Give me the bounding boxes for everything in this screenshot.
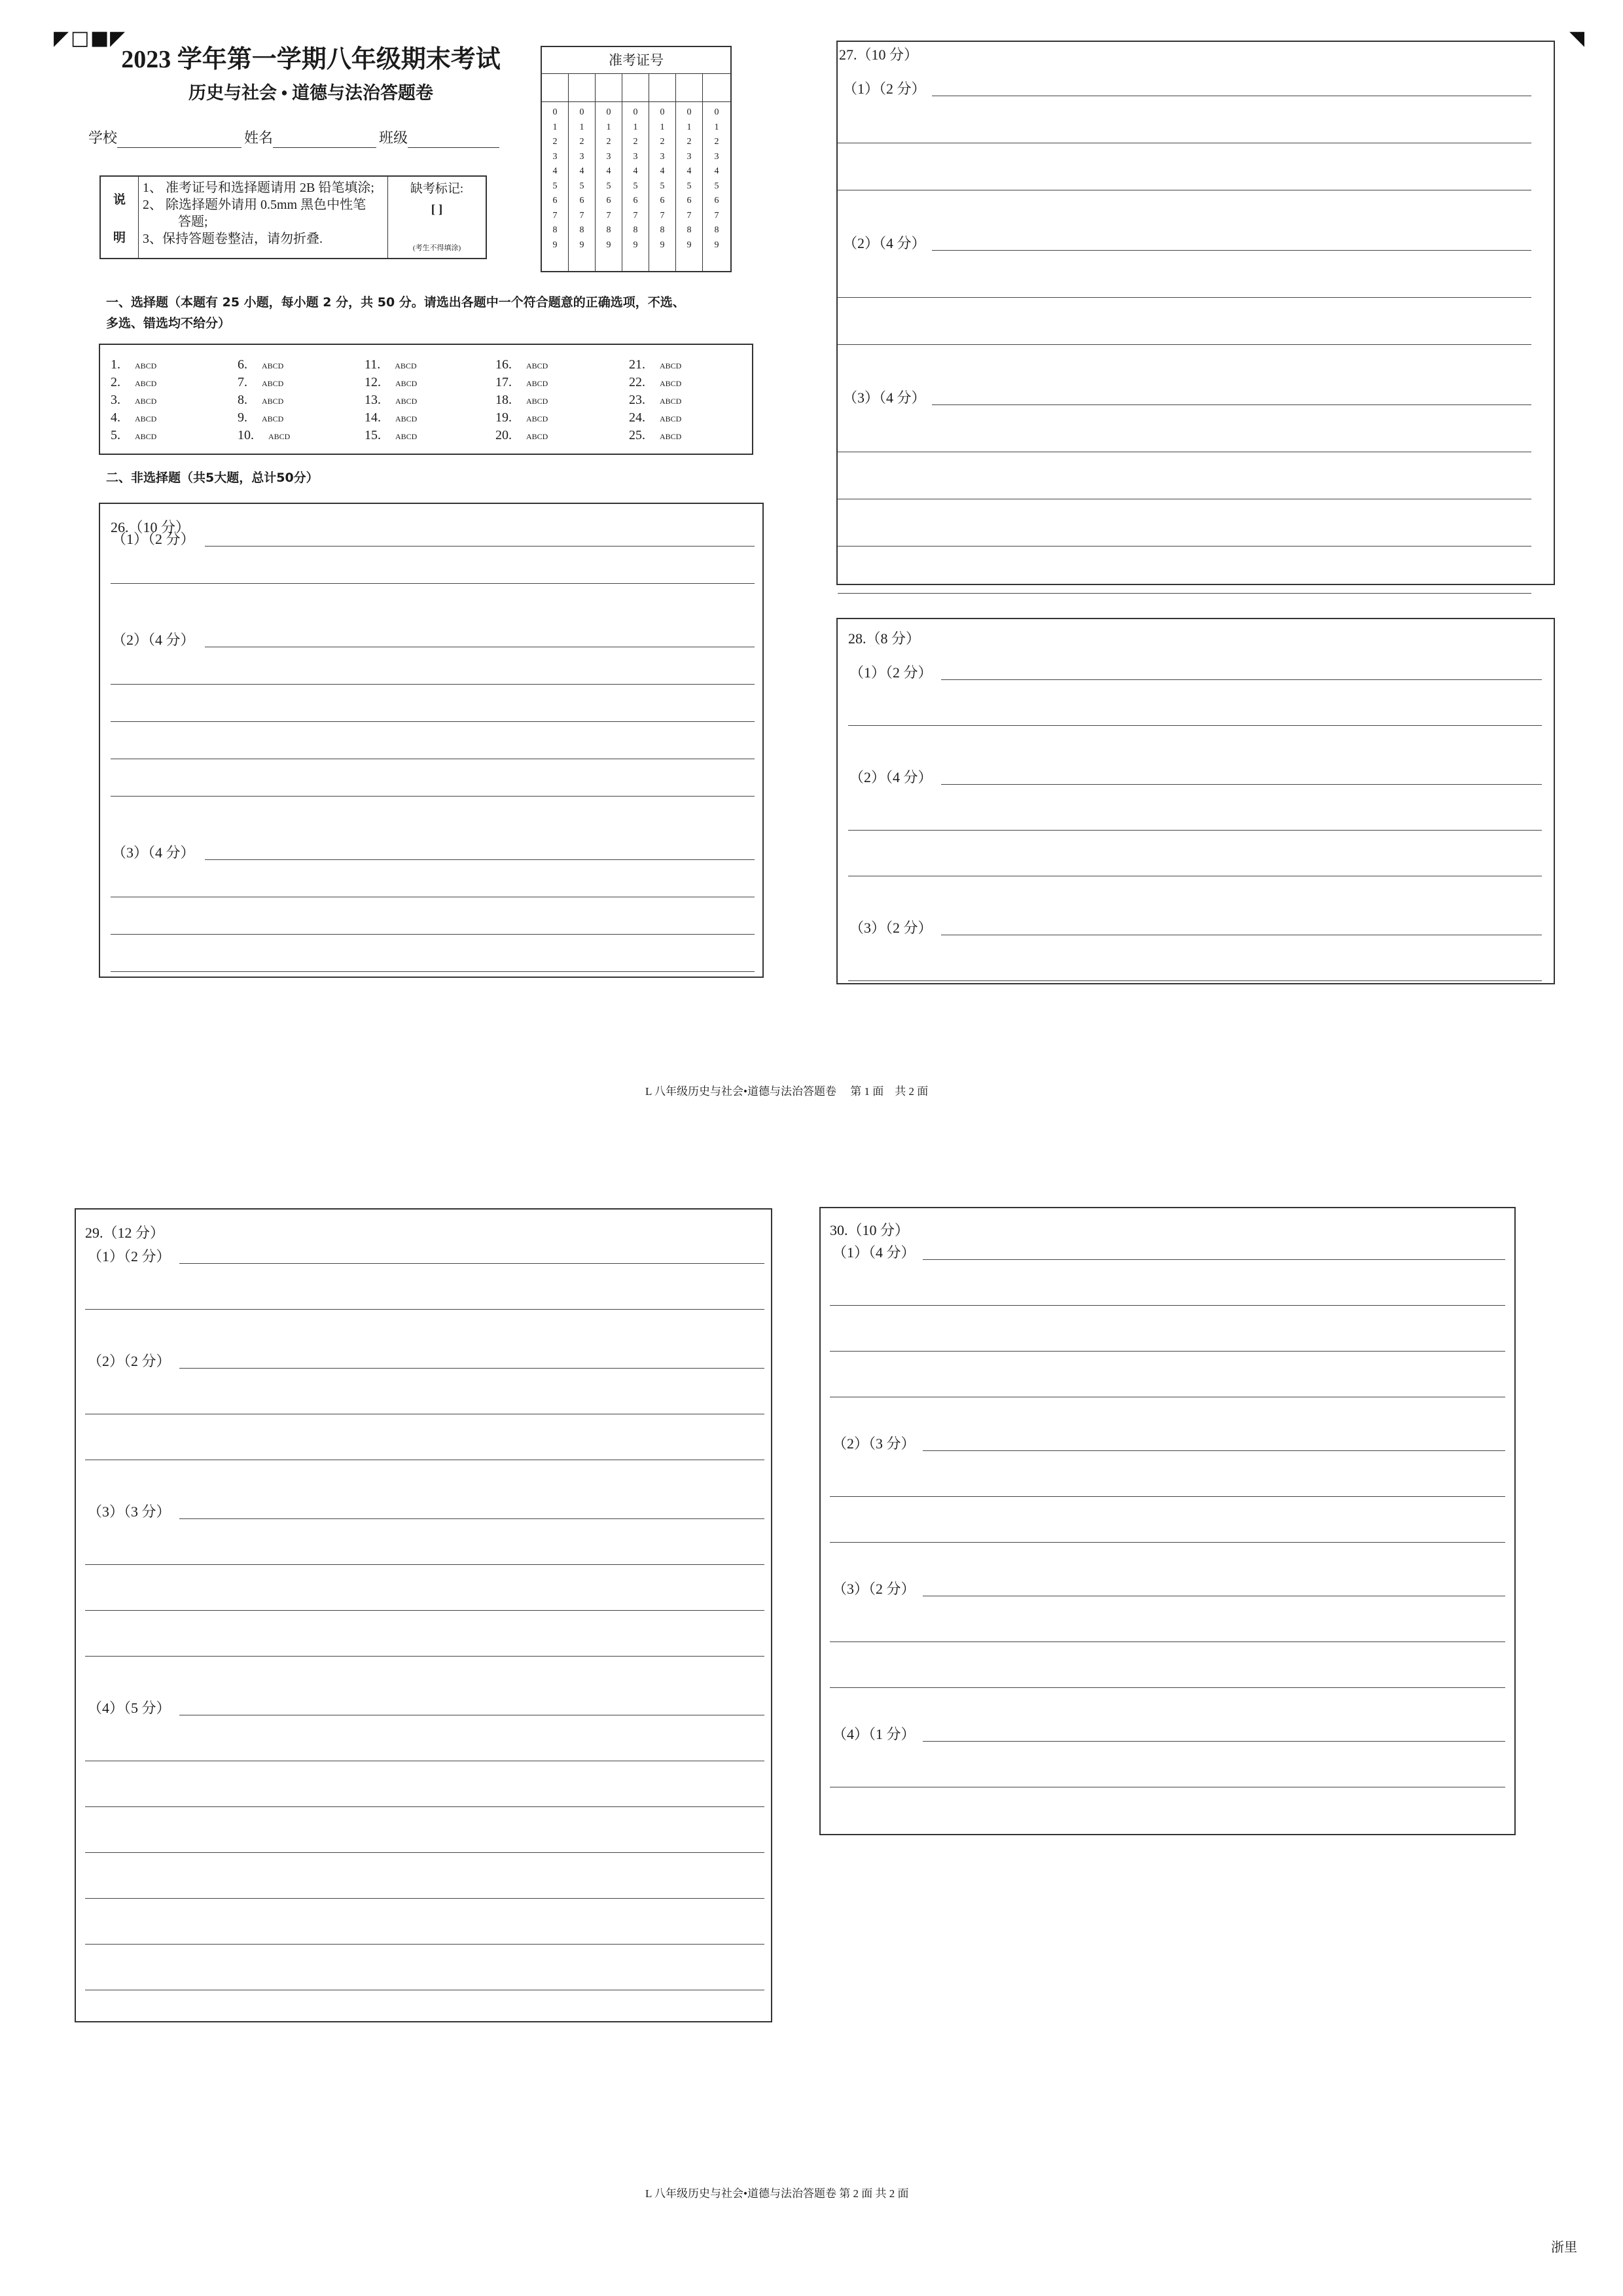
section2-heading: 二、非选择题（共5大题，总计50分）: [106, 471, 319, 485]
school-label: 学校: [88, 130, 118, 146]
answer-line[interactable]: [838, 593, 1531, 594]
answer-line[interactable]: [85, 1564, 764, 1565]
choice-number: 2.: [111, 375, 120, 389]
choice-number: 14.: [365, 410, 381, 425]
instructions-box: [99, 175, 487, 259]
admission-digit-bubble[interactable]: 5: [714, 181, 719, 191]
admission-digit-bubble[interactable]: 5: [660, 181, 665, 191]
admission-digit-cell[interactable]: [649, 73, 675, 102]
page-subtitle: 历史与社会 • 道德与法治答题卷: [188, 83, 433, 103]
choice-question: [238, 427, 290, 444]
admission-digit-bubble[interactable]: 8: [660, 225, 665, 235]
answer-line[interactable]: [848, 980, 1542, 981]
admission-digit-bubble[interactable]: 9: [552, 240, 558, 250]
admission-digit-bubble[interactable]: 9: [633, 240, 638, 250]
choice-question: [365, 392, 417, 409]
choice-number: 7.: [238, 375, 247, 389]
choice-question: [238, 357, 283, 374]
answer-line[interactable]: [111, 796, 755, 797]
admission-digit-bubble[interactable]: 5: [552, 181, 558, 191]
admission-digit-bubble[interactable]: 9: [579, 240, 584, 250]
admission-digit-bubble[interactable]: 0: [633, 107, 638, 117]
choice-number: 23.: [629, 393, 645, 407]
admission-digit-column[interactable]: [596, 73, 622, 271]
absent-checkbox[interactable]: [ ]: [431, 203, 443, 217]
answer-line[interactable]: [941, 679, 1542, 680]
choice-options[interactable]: ABCD: [268, 432, 291, 441]
choice-question: [111, 410, 156, 427]
question-part-label: （1）（2 分）: [849, 664, 933, 681]
admission-digit-bubble[interactable]: 2: [633, 137, 638, 147]
admission-digit-bubble[interactable]: 4: [660, 166, 665, 176]
multiple-choice-box: [99, 344, 753, 455]
choice-number: 5.: [111, 428, 120, 442]
admission-digit-bubble[interactable]: 1: [552, 122, 558, 132]
admission-digit-bubble[interactable]: 2: [552, 137, 558, 147]
answer-line[interactable]: [179, 1263, 764, 1264]
answer-line[interactable]: [205, 859, 755, 860]
answer-line[interactable]: [111, 934, 755, 935]
admission-digit-bubble[interactable]: 9: [606, 240, 611, 250]
question-part-label: （1）（2 分）: [88, 1248, 171, 1265]
section1-heading: 一、选择题（本题有 25 小题，每小题 2 分，共 50 分。请选出各题中一个符合题意的正确选项，不选、 多选、错选均不给分）: [106, 295, 685, 331]
answer-line[interactable]: [85, 1852, 764, 1853]
choice-question: [365, 427, 417, 444]
corner-mark-icon: ◥: [1569, 27, 1585, 50]
admission-digit-bubble[interactable]: 0: [552, 107, 558, 117]
admission-digit-bubble[interactable]: 6: [579, 196, 584, 206]
answer-line[interactable]: [85, 1309, 764, 1310]
choice-question: [111, 427, 156, 444]
admission-digit-column[interactable]: [569, 73, 596, 271]
absent-note: (考生不得填涂): [412, 244, 461, 252]
admission-digit-bubble[interactable]: 9: [687, 240, 692, 250]
choice-question: [495, 427, 548, 444]
answer-line[interactable]: [830, 1305, 1505, 1306]
answer-line[interactable]: [111, 971, 755, 972]
choice-options[interactable]: ABCD: [526, 379, 548, 388]
admission-digit-bubble[interactable]: 6: [687, 196, 692, 206]
admission-digit-column[interactable]: [542, 73, 569, 271]
answer-line[interactable]: [111, 583, 755, 584]
school-field[interactable]: [117, 133, 241, 148]
choice-options[interactable]: ABCD: [262, 414, 284, 423]
admission-digit-column[interactable]: [703, 73, 730, 271]
answer-line[interactable]: [830, 1496, 1505, 1497]
answer-line[interactable]: [932, 250, 1531, 251]
answer-line[interactable]: [830, 1641, 1505, 1642]
answer-line[interactable]: [848, 725, 1542, 726]
admission-digit-cell[interactable]: [703, 73, 730, 102]
choice-number: 19.: [495, 410, 512, 425]
choice-question: [238, 392, 283, 409]
question-part-label: （3）（2 分）: [849, 920, 933, 936]
question-part-label: （4）（1 分）: [832, 1726, 916, 1742]
question-part-label: （3）（4 分）: [843, 389, 926, 406]
answer-line[interactable]: [85, 1898, 764, 1899]
question-title: 27.（10 分）: [839, 46, 919, 63]
admission-digit-bubble[interactable]: 3: [687, 151, 692, 162]
question-title: 28.（8 分）: [848, 630, 921, 647]
answer-line[interactable]: [111, 721, 755, 722]
admission-digit-bubble[interactable]: 0: [714, 107, 719, 117]
admission-digit-bubble[interactable]: 3: [633, 151, 638, 162]
registration-mark-icon: ◤: [54, 27, 69, 50]
question-30-box: [819, 1207, 1516, 1835]
choice-number: 4.: [111, 410, 120, 425]
choice-number: 3.: [111, 393, 120, 407]
choice-options[interactable]: ABCD: [135, 379, 157, 388]
class-field[interactable]: [408, 133, 499, 148]
admission-digit-column[interactable]: [676, 73, 703, 271]
admission-digit-bubble[interactable]: 6: [633, 196, 638, 206]
student-info-line: [88, 128, 514, 148]
absent-label: 缺考标记:: [410, 182, 464, 196]
admission-digit-bubble[interactable]: 6: [714, 196, 719, 206]
admission-digit-bubble[interactable]: 7: [714, 210, 719, 221]
instruction-item: 3、保持答题卷整洁，请勿折叠.: [143, 232, 323, 246]
admission-digit-bubble[interactable]: 4: [552, 166, 558, 176]
page-title: 2023 学年第一学期八年级期末考试: [121, 46, 501, 73]
admission-digit-column[interactable]: [649, 73, 676, 271]
choice-question: [495, 392, 548, 409]
registration-mark-icon: ■: [90, 27, 109, 50]
choice-options[interactable]: ABCD: [660, 379, 682, 388]
absent-mark-area: [387, 177, 486, 258]
answer-line[interactable]: [111, 684, 755, 685]
choice-options[interactable]: ABCD: [660, 414, 682, 423]
admission-digit-bubble[interactable]: 0: [687, 107, 692, 117]
choice-question: [629, 374, 681, 391]
question-28-box: [836, 618, 1555, 984]
question-part-label: （3）（2 分）: [832, 1581, 916, 1597]
name-label: 姓名: [244, 130, 274, 146]
instructions-list: [143, 179, 383, 247]
answer-line[interactable]: [838, 344, 1531, 345]
choice-question: [495, 410, 548, 427]
question-part-label: （3）（3 分）: [88, 1503, 171, 1520]
admission-digit-cell[interactable]: [596, 73, 622, 102]
answer-line[interactable]: [205, 546, 755, 547]
answer-line[interactable]: [85, 1806, 764, 1807]
admission-digit-bubble[interactable]: 4: [714, 166, 719, 176]
choice-number: 10.: [238, 428, 254, 442]
answer-line[interactable]: [932, 404, 1531, 405]
admission-digit-bubble[interactable]: 3: [660, 151, 665, 162]
corner-label: 浙里: [1551, 2240, 1577, 2255]
choice-question: [365, 374, 417, 391]
name-field[interactable]: [273, 133, 376, 148]
answer-line[interactable]: [830, 1687, 1505, 1688]
admission-digit-bubble[interactable]: 0: [606, 107, 611, 117]
admission-digit-bubble[interactable]: 0: [660, 107, 665, 117]
choice-question: [629, 357, 681, 374]
admission-digit-bubble[interactable]: 7: [633, 210, 638, 221]
question-part-label: （2）（4 分）: [849, 769, 933, 785]
answer-line[interactable]: [179, 1518, 764, 1519]
admission-digit-bubble[interactable]: 8: [714, 225, 719, 235]
question-part-label: （2）（4 分）: [843, 235, 926, 251]
admission-digit-bubble[interactable]: 1: [714, 122, 719, 132]
answer-line[interactable]: [85, 1944, 764, 1945]
choice-question: [238, 410, 283, 427]
choice-number: 18.: [495, 393, 512, 407]
question-27-box: [836, 41, 1555, 585]
answer-line[interactable]: [179, 1368, 764, 1369]
choice-options[interactable]: ABCD: [395, 379, 418, 388]
question-part-label: （1）（2 分）: [112, 531, 195, 547]
admission-digit-cell[interactable]: [569, 73, 595, 102]
admission-digit-bubble[interactable]: 4: [687, 166, 692, 176]
question-title: 30.（10 分）: [830, 1222, 910, 1238]
question-part-label: （2）（4 分）: [112, 632, 195, 648]
question-part-label: （2）（2 分）: [88, 1353, 171, 1369]
choice-options[interactable]: ABCD: [135, 414, 157, 423]
choice-question: [111, 374, 156, 391]
admission-digit-cell[interactable]: [542, 73, 568, 102]
question-29-box: [75, 1208, 772, 2022]
answer-line[interactable]: [923, 1741, 1505, 1742]
answer-line[interactable]: [830, 1351, 1505, 1352]
admission-digit-bubble[interactable]: 4: [579, 166, 584, 176]
admission-digit-bubble[interactable]: 1: [579, 122, 584, 132]
admission-digit-cell[interactable]: [676, 73, 702, 102]
admission-digit-bubble[interactable]: 6: [660, 196, 665, 206]
choice-question: [495, 357, 548, 374]
page-footer: L 八年级历史与社会•道德与法治答题卷 第 2 面 共 2 面: [645, 2187, 909, 2200]
admission-digit-bubble[interactable]: 0: [579, 107, 584, 117]
choice-question: [365, 410, 417, 427]
choice-question: [111, 392, 156, 409]
admission-digit-bubble[interactable]: 7: [606, 210, 611, 221]
answer-line[interactable]: [838, 546, 1531, 547]
choice-number: 9.: [238, 410, 247, 425]
answer-line[interactable]: [838, 297, 1531, 298]
registration-mark-icon: □: [71, 27, 90, 50]
choice-question: [629, 427, 681, 444]
admission-digit-bubble[interactable]: 8: [633, 225, 638, 235]
choice-number: 11.: [365, 357, 381, 372]
answer-line[interactable]: [923, 1450, 1505, 1451]
choice-number: 15.: [365, 428, 381, 442]
choice-options[interactable]: ABCD: [135, 361, 157, 370]
choice-options[interactable]: ABCD: [135, 432, 157, 441]
admission-digit-bubble[interactable]: 8: [606, 225, 611, 235]
choice-options[interactable]: ABCD: [526, 397, 548, 406]
admission-digit-bubble[interactable]: 2: [579, 137, 584, 147]
admission-digit-bubble[interactable]: 7: [687, 210, 692, 221]
admission-digit-column[interactable]: [622, 73, 649, 271]
admission-digit-bubble[interactable]: 7: [579, 210, 584, 221]
admission-digit-bubble[interactable]: 9: [660, 240, 665, 250]
choice-number: 1.: [111, 357, 120, 372]
question-26-box: [99, 503, 764, 978]
answer-line[interactable]: [923, 1259, 1505, 1260]
choice-number: 25.: [629, 428, 645, 442]
choice-number: 16.: [495, 357, 512, 372]
admission-digit-bubble[interactable]: 2: [660, 137, 665, 147]
choice-number: 8.: [238, 393, 247, 407]
choice-number: 22.: [629, 375, 645, 389]
admission-digit-bubble[interactable]: 3: [606, 151, 611, 162]
choice-options[interactable]: ABCD: [395, 432, 418, 441]
choice-question: [238, 374, 283, 391]
choice-number: 20.: [495, 428, 512, 442]
admission-number-grid: [541, 46, 732, 272]
admission-digit-bubble[interactable]: 2: [714, 137, 719, 147]
choice-options[interactable]: ABCD: [526, 432, 548, 441]
admission-digit-bubble[interactable]: 3: [579, 151, 584, 162]
instruction-item: 2、 除选择题外请用 0.5mm 黑色中性笔: [143, 198, 366, 212]
choice-number: 17.: [495, 375, 512, 389]
admission-digit-bubble[interactable]: 9: [714, 240, 719, 250]
choice-options[interactable]: ABCD: [395, 397, 418, 406]
admission-digit-bubble[interactable]: 4: [606, 166, 611, 176]
registration-mark-icon: ◤: [110, 27, 126, 50]
admission-digit-bubble[interactable]: 5: [579, 181, 584, 191]
admission-digit-cell[interactable]: [622, 73, 649, 102]
choice-options[interactable]: ABCD: [262, 361, 284, 370]
choice-number: 6.: [238, 357, 247, 372]
choice-number: 21.: [629, 357, 645, 372]
choice-options[interactable]: ABCD: [262, 397, 284, 406]
admission-digit-bubble[interactable]: 4: [633, 166, 638, 176]
choice-question: [365, 357, 417, 374]
choice-options[interactable]: ABCD: [262, 379, 284, 388]
admission-digit-bubble[interactable]: 8: [687, 225, 692, 235]
question-title: 29.（12 分）: [85, 1225, 165, 1241]
choice-number: 12.: [365, 375, 381, 389]
question-part-label: （2）（3 分）: [832, 1435, 916, 1452]
answer-line[interactable]: [941, 784, 1542, 785]
choice-options[interactable]: ABCD: [660, 361, 682, 370]
choice-question: [629, 392, 681, 409]
answer-line[interactable]: [85, 1610, 764, 1611]
answer-line[interactable]: [85, 1656, 764, 1657]
admission-digit-bubble[interactable]: 3: [714, 151, 719, 162]
answer-line[interactable]: [848, 830, 1542, 831]
admission-digit-bubble[interactable]: 1: [687, 122, 692, 132]
choice-options[interactable]: ABCD: [660, 432, 682, 441]
question-part-label: （4）（5 分）: [88, 1700, 171, 1716]
admission-digit-bubble[interactable]: 5: [606, 181, 611, 191]
admission-digit-bubble[interactable]: 7: [552, 210, 558, 221]
choice-question: [629, 410, 681, 427]
choice-options[interactable]: ABCD: [395, 361, 417, 370]
instruction-item: 答题;: [178, 215, 208, 229]
admission-digit-bubble[interactable]: 1: [606, 122, 611, 132]
class-label: 班级: [379, 130, 408, 146]
question-part-label: （1）（4 分）: [832, 1244, 916, 1261]
answer-line[interactable]: [830, 1542, 1505, 1543]
admission-number-title: 准考证号: [542, 47, 730, 74]
choice-options[interactable]: ABCD: [660, 397, 682, 406]
instruction-item: 1、 准考证号和选择题请用 2B 铅笔填涂;: [143, 181, 374, 195]
choice-question: [495, 374, 548, 391]
admission-digit-bubble[interactable]: 8: [552, 225, 558, 235]
question-part-label: （1）（2 分）: [843, 81, 926, 97]
choice-options[interactable]: ABCD: [526, 361, 548, 370]
choice-number: 24.: [629, 410, 645, 425]
instructions-label: 说 明: [101, 177, 139, 258]
question-title: 26.（10 分）: [111, 519, 190, 535]
choice-options[interactable]: ABCD: [395, 414, 418, 423]
admission-digit-bubble[interactable]: 6: [606, 196, 611, 206]
page-footer: L 八年级历史与社会•道德与法治答题卷 第 1 面 共 2 面: [645, 1085, 929, 1098]
admission-digit-bubble[interactable]: 1: [633, 122, 638, 132]
choice-question: [111, 357, 156, 374]
admission-digit-bubble[interactable]: 6: [552, 196, 558, 206]
admission-digit-bubble[interactable]: 8: [579, 225, 584, 235]
admission-digit-bubble[interactable]: 3: [552, 151, 558, 162]
admission-digit-bubble[interactable]: 5: [687, 181, 692, 191]
admission-digit-bubble[interactable]: 2: [687, 137, 692, 147]
admission-digit-bubble[interactable]: 1: [660, 122, 665, 132]
choice-options[interactable]: ABCD: [526, 414, 548, 423]
question-part-label: （3）（4 分）: [112, 844, 195, 861]
choice-options[interactable]: ABCD: [135, 397, 157, 406]
choice-number: 13.: [365, 393, 381, 407]
admission-digit-bubble[interactable]: 5: [633, 181, 638, 191]
admission-digit-bubble[interactable]: 7: [660, 210, 665, 221]
admission-digit-bubble[interactable]: 2: [606, 137, 611, 147]
